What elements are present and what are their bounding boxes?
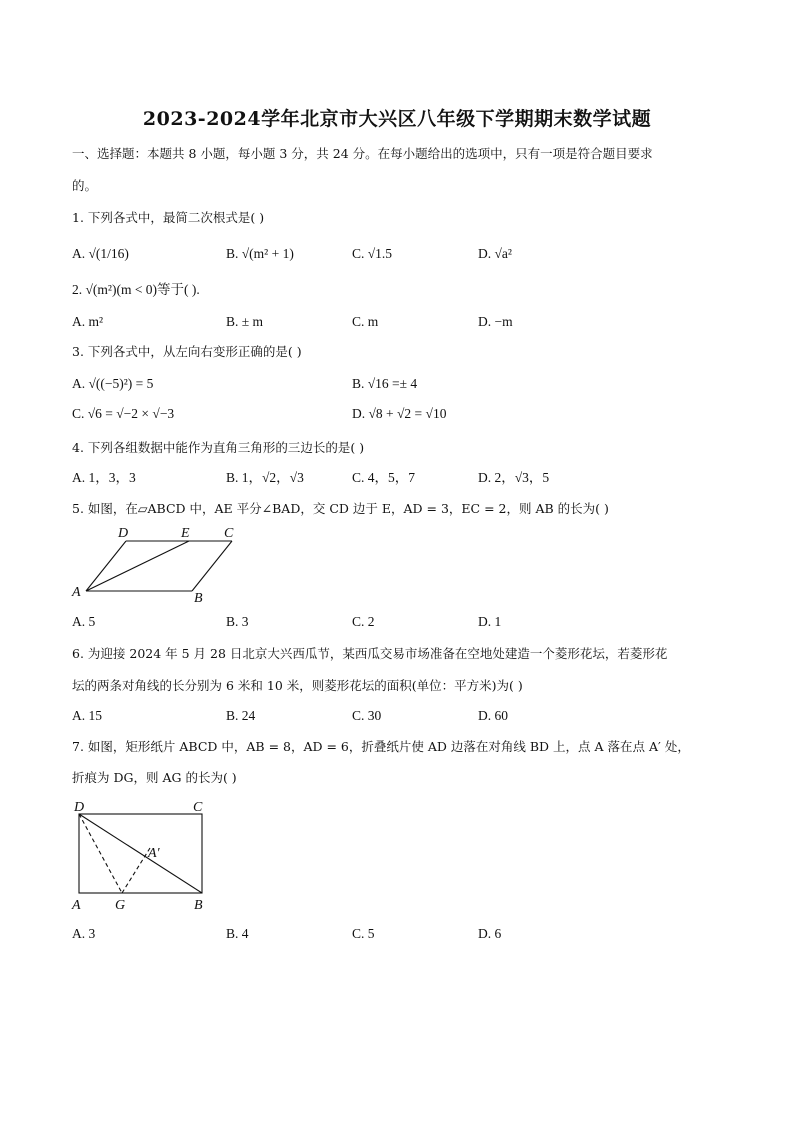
- q7-option-a: A. 3: [72, 926, 96, 941]
- q2-option-a: A. m²: [72, 314, 104, 329]
- q1-option-a: A. √(1/16): [72, 246, 129, 261]
- q5-option-b: B. 3: [226, 614, 249, 629]
- label-c: C: [193, 800, 203, 815]
- q3-option-d: D. √8 + √2 = √10: [352, 406, 447, 421]
- figure-segment-ae: [86, 541, 189, 591]
- q5-option-a: A. 5: [72, 614, 96, 629]
- question-5-stem: 5. 如图，在▱ABCD 中，AE 平分∠BAD，交 CD 边于 E，AD = 3，EC = 2，则 AB 的长为( ): [72, 501, 609, 516]
- diagonal-bd: [79, 814, 202, 893]
- q7-option-d: D. 6: [478, 926, 502, 941]
- q6-option-b: B. 24: [226, 708, 256, 723]
- q1-option-d: D. √a²: [478, 246, 512, 261]
- question-7-stem-line1: 7. 如图，矩形纸片 ABCD 中，AB = 8，AD = 6，折叠纸片使 AD 边落在对角线 BD 上，点 A 落在点 A′ 处，: [72, 739, 690, 754]
- q6-option-d: D. 60: [478, 708, 508, 723]
- q4-option-b: B. 1，√2，√3: [226, 470, 304, 485]
- label-c: C: [224, 526, 234, 541]
- q4-option-a: A. 1，3，3: [72, 470, 136, 485]
- q4-option-d: D. 2，√3，5: [478, 470, 550, 485]
- q1-option-c: C. √1.5: [352, 246, 393, 261]
- label-a: A: [72, 585, 81, 600]
- fold-crease-dg: [79, 814, 122, 893]
- q3-option-c: C. √6 = √−2 × √−3: [72, 406, 175, 421]
- figure-edge-ad: [86, 541, 126, 591]
- label-b: B: [194, 591, 203, 606]
- q5-option-d: D. 1: [478, 614, 502, 629]
- q6-option-c: C. 30: [352, 708, 382, 723]
- question-3-stem: 3. 下列各式中，从左向右变形正确的是( ): [72, 344, 302, 359]
- q6-option-a: A. 15: [72, 708, 102, 723]
- label-a-prime: A′: [148, 846, 160, 861]
- question-1-stem: 1. 下列各式中，最简二次根式是( ): [72, 210, 265, 225]
- label-d: D: [74, 800, 85, 815]
- page-title: 2023-2024学年北京市大兴区八年级下学期期末数学试题: [142, 108, 652, 130]
- label-e: E: [181, 526, 190, 541]
- folded-edge-ga: [122, 848, 150, 893]
- question-6-stem-line1: 6. 为迎接 2024 年 5 月 28 日北京大兴西瓜节，某西瓜交易市场准备在空地处建造一个菱形花坛，若菱形花: [72, 646, 668, 661]
- q3-option-a: A. √((−5)²) = 5: [72, 376, 154, 391]
- question-4-stem: 4. 下列各组数据中能作为直角三角形的三边长的是( ): [72, 440, 365, 455]
- q4-option-c: C. 4，5，7: [352, 470, 416, 485]
- rectangle-fold-figure: [66, 796, 226, 916]
- label-a: A: [72, 898, 81, 913]
- question-6-stem-line2: 坛的两条对角线的长分别为 6 米和 10 米，则菱形花坛的面积(单位：平方米)为( ): [72, 678, 523, 693]
- section-heading-line1: 一、选择题：本题共 8 小题，每小题 3 分，共 24 分。在每小题给出的选项中，只有一项是符合题目要求: [72, 146, 653, 161]
- question-2-stem: 2. √(m²)(m < 0)等于( ).: [72, 282, 200, 297]
- parallelogram-figure: [68, 522, 248, 606]
- q5-option-c: C. 2: [352, 614, 375, 629]
- q1-option-b: B. √(m² + 1): [226, 246, 294, 261]
- figure-edge-cb: [192, 541, 232, 591]
- label-g: G: [115, 898, 126, 913]
- q2-option-d: D. −m: [478, 314, 513, 329]
- question-7-stem-line2: 折痕为 DG，则 AG 的长为( ): [72, 770, 237, 785]
- label-b: B: [194, 898, 203, 913]
- q7-option-b: B. 4: [226, 926, 249, 941]
- label-d: D: [118, 526, 129, 541]
- q2-option-b: B. ± m: [226, 314, 264, 329]
- q3-option-b: B. √16 =± 4: [352, 376, 418, 391]
- section-heading-line2: 的。: [72, 178, 98, 193]
- q7-option-c: C. 5: [352, 926, 375, 941]
- q2-option-c: C. m: [352, 314, 379, 329]
